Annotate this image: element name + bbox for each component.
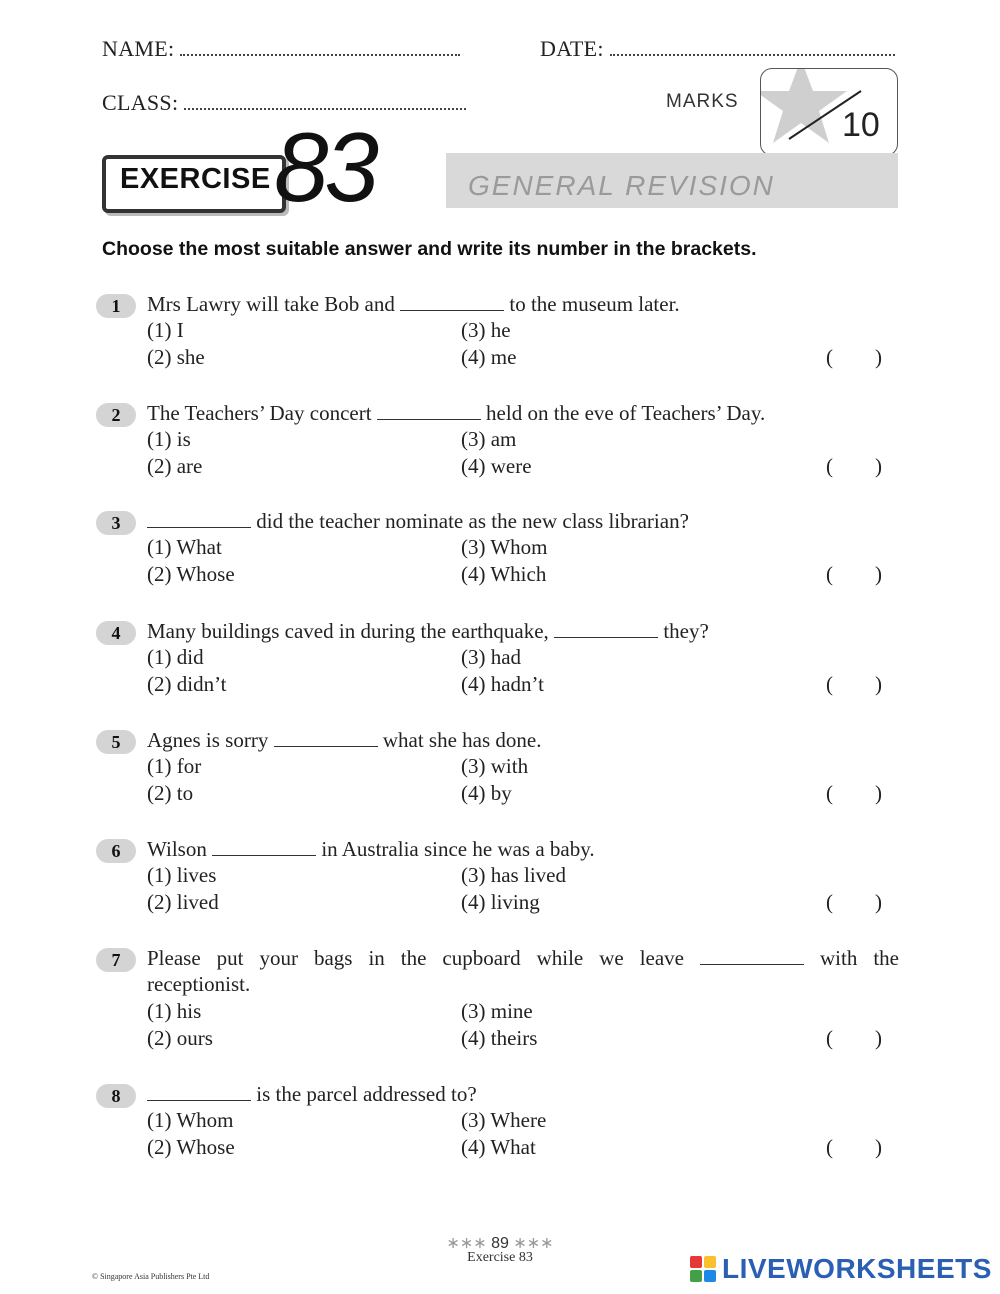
option-4: (4) were	[461, 454, 532, 478]
page-subtitle: Exercise 83	[467, 1250, 533, 1265]
question-text: Many buildings caved in during the earthquake, they?	[147, 619, 709, 643]
option-2: (2) Whose	[147, 562, 235, 586]
question-number: 4	[96, 621, 136, 645]
answer-blank	[700, 946, 804, 965]
option-2: (2) she	[147, 345, 205, 369]
answer-bracket[interactable]: ( )	[826, 781, 882, 805]
answer-bracket[interactable]: ( )	[826, 890, 882, 914]
exercise-number: 83	[274, 112, 376, 222]
option-3: (3) mine	[461, 999, 533, 1023]
name-field[interactable]	[180, 38, 460, 56]
option-4: (4) hadn’t	[461, 672, 545, 696]
answer-bracket[interactable]: ( )	[826, 672, 882, 696]
marks-total: 10	[842, 106, 880, 144]
question-text: Mrs Lawry will take Bob and to the museum later.	[147, 292, 680, 316]
instruction: Choose the most suitable answer and write its number in the brackets.	[102, 238, 757, 260]
date-field[interactable]	[610, 38, 895, 56]
liveworksheets-icon	[688, 1254, 718, 1284]
option-1: (1) his	[147, 999, 202, 1023]
question-text: The Teachers’ Day concert held on the eve of Teachers’ Day.	[147, 401, 766, 425]
answer-blank	[147, 1082, 251, 1101]
class-label: CLASS:	[102, 90, 179, 115]
option-3: (3) has lived	[461, 863, 566, 887]
copyright: © Singapore Asia Publishers Pte Ltd	[92, 1272, 210, 1281]
name-label: NAME:	[102, 36, 175, 61]
question-number: 8	[96, 1084, 136, 1108]
exercise-label: EXERCISE	[120, 163, 271, 195]
option-4: (4) Which	[461, 562, 547, 586]
answer-bracket[interactable]: ( )	[826, 1026, 882, 1050]
option-1: (1) is	[147, 427, 191, 451]
liveworksheets-logo[interactable]	[688, 1252, 992, 1286]
answer-blank	[554, 619, 658, 638]
option-1: (1) I	[147, 318, 184, 342]
option-2: (2) Whose	[147, 1135, 235, 1159]
answer-bracket[interactable]: ( )	[826, 345, 882, 369]
question-text: did the teacher nominate as the new class librarian?	[147, 508, 899, 535]
question-text: Agnes is sorry what she has done.	[147, 728, 542, 752]
answer-blank	[274, 728, 378, 747]
topic-label: GENERAL REVISION	[468, 170, 775, 201]
question-text-continued: receptionist.	[147, 972, 251, 996]
page-number: ∗∗∗ 89 ∗∗∗	[446, 1235, 554, 1252]
date-row	[540, 36, 895, 62]
option-1: (1) What	[147, 535, 222, 559]
question-number: 1	[96, 294, 136, 318]
option-1: (1) for	[147, 754, 202, 778]
option-1: (1) did	[147, 645, 204, 669]
option-3: (3) with	[461, 754, 529, 778]
answer-blank	[212, 837, 316, 856]
name-row	[102, 36, 460, 62]
answer-bracket[interactable]: ( )	[826, 562, 882, 586]
option-2: (2) to	[147, 781, 194, 805]
answer-bracket[interactable]: ( )	[826, 454, 882, 478]
option-4: (4) by	[461, 781, 512, 805]
answer-blank	[147, 509, 251, 528]
question-number: 5	[96, 730, 136, 754]
option-4: (4) living	[461, 890, 540, 914]
question-text: Please put your bags in the cupboard while we leave with the	[147, 946, 899, 970]
option-2: (2) lived	[147, 890, 219, 914]
question-number: 2	[96, 403, 136, 427]
question-text: Wilson in Australia since he was a baby.	[147, 837, 595, 861]
option-4: (4) theirs	[461, 1026, 538, 1050]
class-field[interactable]	[184, 92, 466, 110]
question-number: 7	[96, 948, 136, 972]
option-3: (3) Whom	[461, 535, 548, 559]
question-number: 3	[96, 511, 136, 535]
marks-label: MARKS	[666, 91, 739, 112]
brand-text: LIVEWORKSHEETS	[722, 1253, 992, 1284]
answer-bracket[interactable]: ( )	[826, 1135, 882, 1159]
option-3: (3) he	[461, 318, 511, 342]
option-1: (1) Whom	[147, 1108, 234, 1132]
option-3: (3) Where	[461, 1108, 547, 1132]
option-2: (2) ours	[147, 1026, 213, 1050]
date-label: DATE:	[540, 36, 604, 61]
option-1: (1) lives	[147, 863, 217, 887]
question-number: 6	[96, 839, 136, 863]
answer-blank	[400, 292, 504, 311]
answer-blank	[377, 401, 481, 420]
option-3: (3) had	[461, 645, 522, 669]
option-4: (4) What	[461, 1135, 536, 1159]
option-4: (4) me	[461, 345, 517, 369]
option-2: (2) didn’t	[147, 672, 227, 696]
question-text: is the parcel addressed to?	[147, 1081, 899, 1108]
option-2: (2) are	[147, 454, 203, 478]
option-3: (3) am	[461, 427, 517, 451]
